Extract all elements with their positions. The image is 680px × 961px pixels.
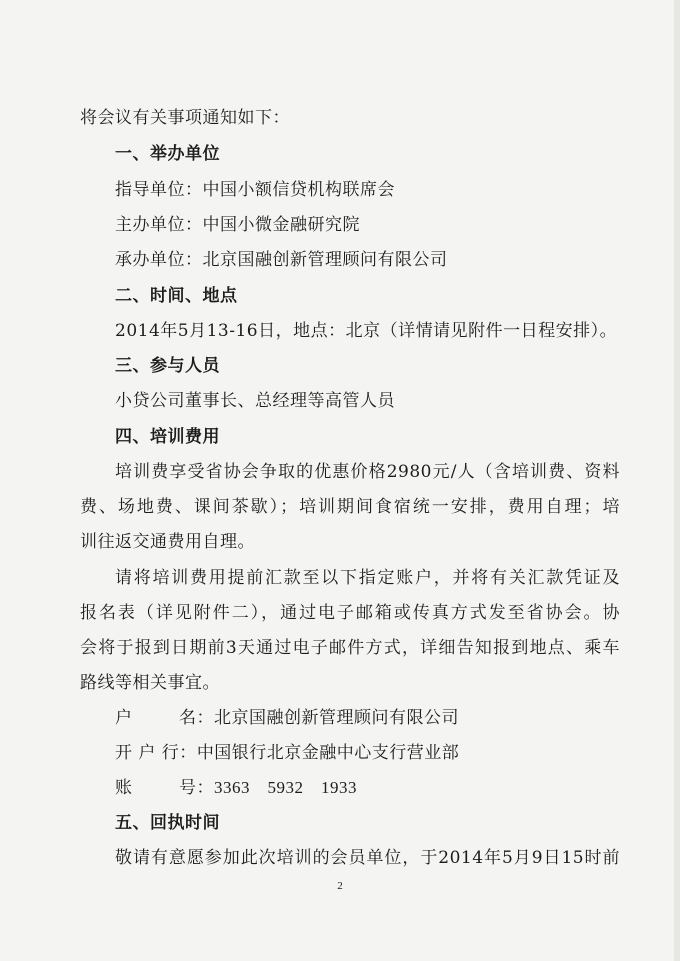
account-number-value: 3363 5932 1933 [214,778,357,797]
intro-text: 将会议有关事项通知如下： [80,108,290,128]
account-number-label-char1: 账 [115,778,133,798]
organizer-guide: 指导单位：中国小额信贷机构联席会 [115,180,395,200]
section-heading-time-place: 二、时间、地点 [115,286,238,306]
fee-paragraph-1-line-2: 费、场地费、课间茶歇）；培训期间食宿统一安排，费用自理；培 [80,497,620,517]
account-bank-row [115,743,655,763]
fee-paragraph-2-line-2: 报名表（详见附件二），通过电子邮箱或传真方式发至省协会。协 [80,603,620,623]
account-bank-value: 中国银行北京金融中心支行营业部 [196,743,460,763]
account-name-label-char2: 名： [179,708,214,728]
account-name-value: 北京国融创新管理顾问有限公司 [214,708,459,728]
fee-paragraph-2-line-1: 请将培训费用提前汇款至以下指定账户，并将有关汇款凭证及 [115,568,620,588]
account-bank-label: 开 户 行： [115,743,197,763]
account-name-label-char1: 户 [115,708,133,728]
page-number: 2 [337,880,343,892]
organizer-undertaker: 承办单位：北京国融创新管理顾问有限公司 [115,250,448,270]
participants-text: 小贷公司董事长、总经理等高管人员 [115,391,395,411]
section-heading-participants: 三、参与人员 [115,356,220,376]
section-heading-reply: 五、回执时间 [115,813,220,833]
fee-paragraph-1-line-1: 培训费享受省协会争取的优惠价格2980元/人（含培训费、资料 [115,462,620,482]
account-name-row [115,708,655,728]
account-number-row [115,778,655,798]
account-number-label-char2: 号： [179,778,214,798]
section-heading-fees: 四、培训费用 [115,427,220,447]
reply-text: 敬请有意愿参加此次培训的会员单位，于2014年5月9日15时前 [115,848,620,868]
fee-paragraph-1-line-3: 训往返交通费用自理。 [80,532,255,552]
fee-paragraph-2-line-3: 会将于报到日期前3天通过电子邮件方式，详细告知报到地点、乘车 [80,638,620,658]
time-place-text: 2014年5月13-16日，地点：北京（详情请见附件一日程安排）。 [115,321,618,341]
section-heading-organizers: 一、举办单位 [115,144,220,164]
fee-paragraph-2-line-4: 路线等相关事宜。 [80,673,220,693]
organizer-host: 主办单位：中国小微金融研究院 [115,215,360,235]
scan-edge [674,0,680,961]
